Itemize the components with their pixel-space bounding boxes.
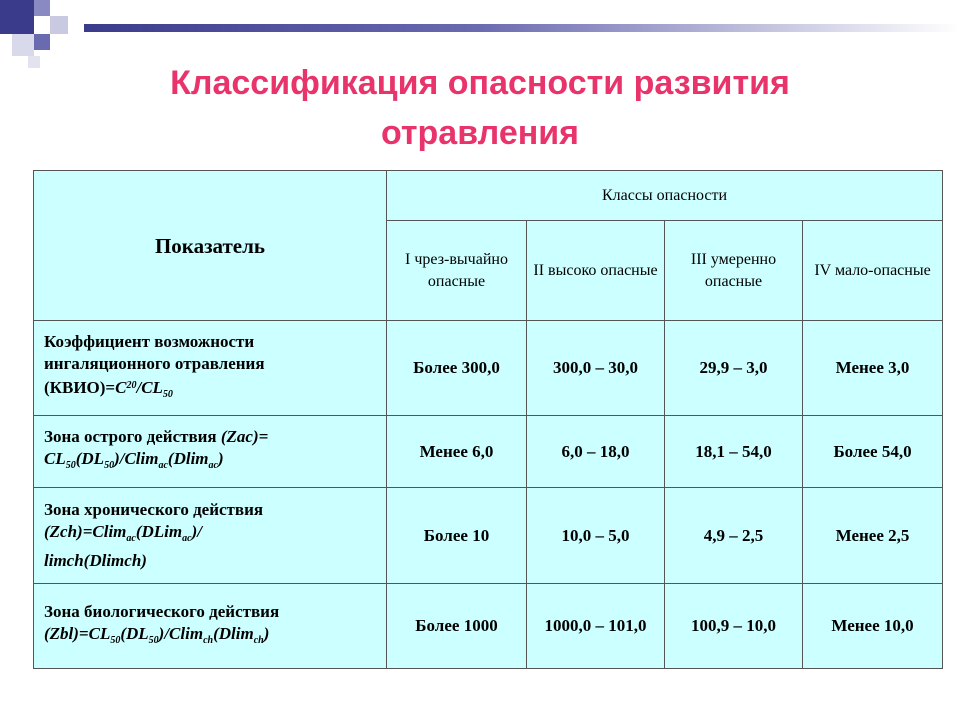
decor-square [12,34,34,56]
slide-title-line2: отравления [380,114,580,152]
row-label: Коэффициент возможности ингаляционного отравления $(КВИО)=C^{20}/CL_{50}$ [34,321,387,416]
row-label: Зона биологического действия $(Zbl)=CL_{50}(DL_{50})/Clim_{ch}(Dlim_{ch})$ [34,584,387,669]
decor-square [0,0,34,34]
slide-title-line1: Классификация опасности развития [170,64,790,102]
table-row [34,416,943,488]
classes-header: Классы опасности [387,171,943,221]
table-cell: Более 1000 [387,584,527,669]
table-row [34,321,943,416]
indicator-header: Показатель [34,171,387,321]
table-cell: Более 10 [387,488,527,584]
slide-title [0,58,960,158]
class-header-2: II высоко опасные [527,221,665,321]
class-header-1: I чрез-вычайно опасные [387,221,527,321]
table-cell: 10,0 – 5,0 [527,488,665,584]
table-cell: Менее 6,0 [387,416,527,488]
table-row [34,488,943,584]
decor-square [34,0,50,16]
table-cell: Менее 10,0 [803,584,943,669]
table-cell: 6,0 – 18,0 [527,416,665,488]
decor-square [50,16,68,34]
decor-square [34,34,50,50]
table-cell: Более 300,0 [387,321,527,416]
table-row [34,584,943,669]
decor-top-bar [84,24,960,32]
hazard-classification-table [33,170,943,669]
table-cell: 1000,0 – 101,0 [527,584,665,669]
row-label: Зона острого действия (Zac)= $CL_{50}(DL_{50})/Clim_{ac}(Dlim_{ac})$ [34,416,387,488]
table-cell: 4,9 – 2,5 [665,488,803,584]
table-cell: 29,9 – 3,0 [665,321,803,416]
class-header-3: III умеренно опасные [665,221,803,321]
table-cell: Менее 3,0 [803,321,943,416]
table-cell: 18,1 – 54,0 [665,416,803,488]
table-cell: Более 54,0 [803,416,943,488]
table-cell: Менее 2,5 [803,488,943,584]
table-cell: 100,9 – 10,0 [665,584,803,669]
row-label: Зона хронического действия (Zch)=Clim$_{ac}$(DLim$_{ac}$)/ limch(Dlimch) [34,488,387,584]
table-cell: 300,0 – 30,0 [527,321,665,416]
class-header-4: IV мало-опасные [803,221,943,321]
table-header-row [34,171,943,221]
